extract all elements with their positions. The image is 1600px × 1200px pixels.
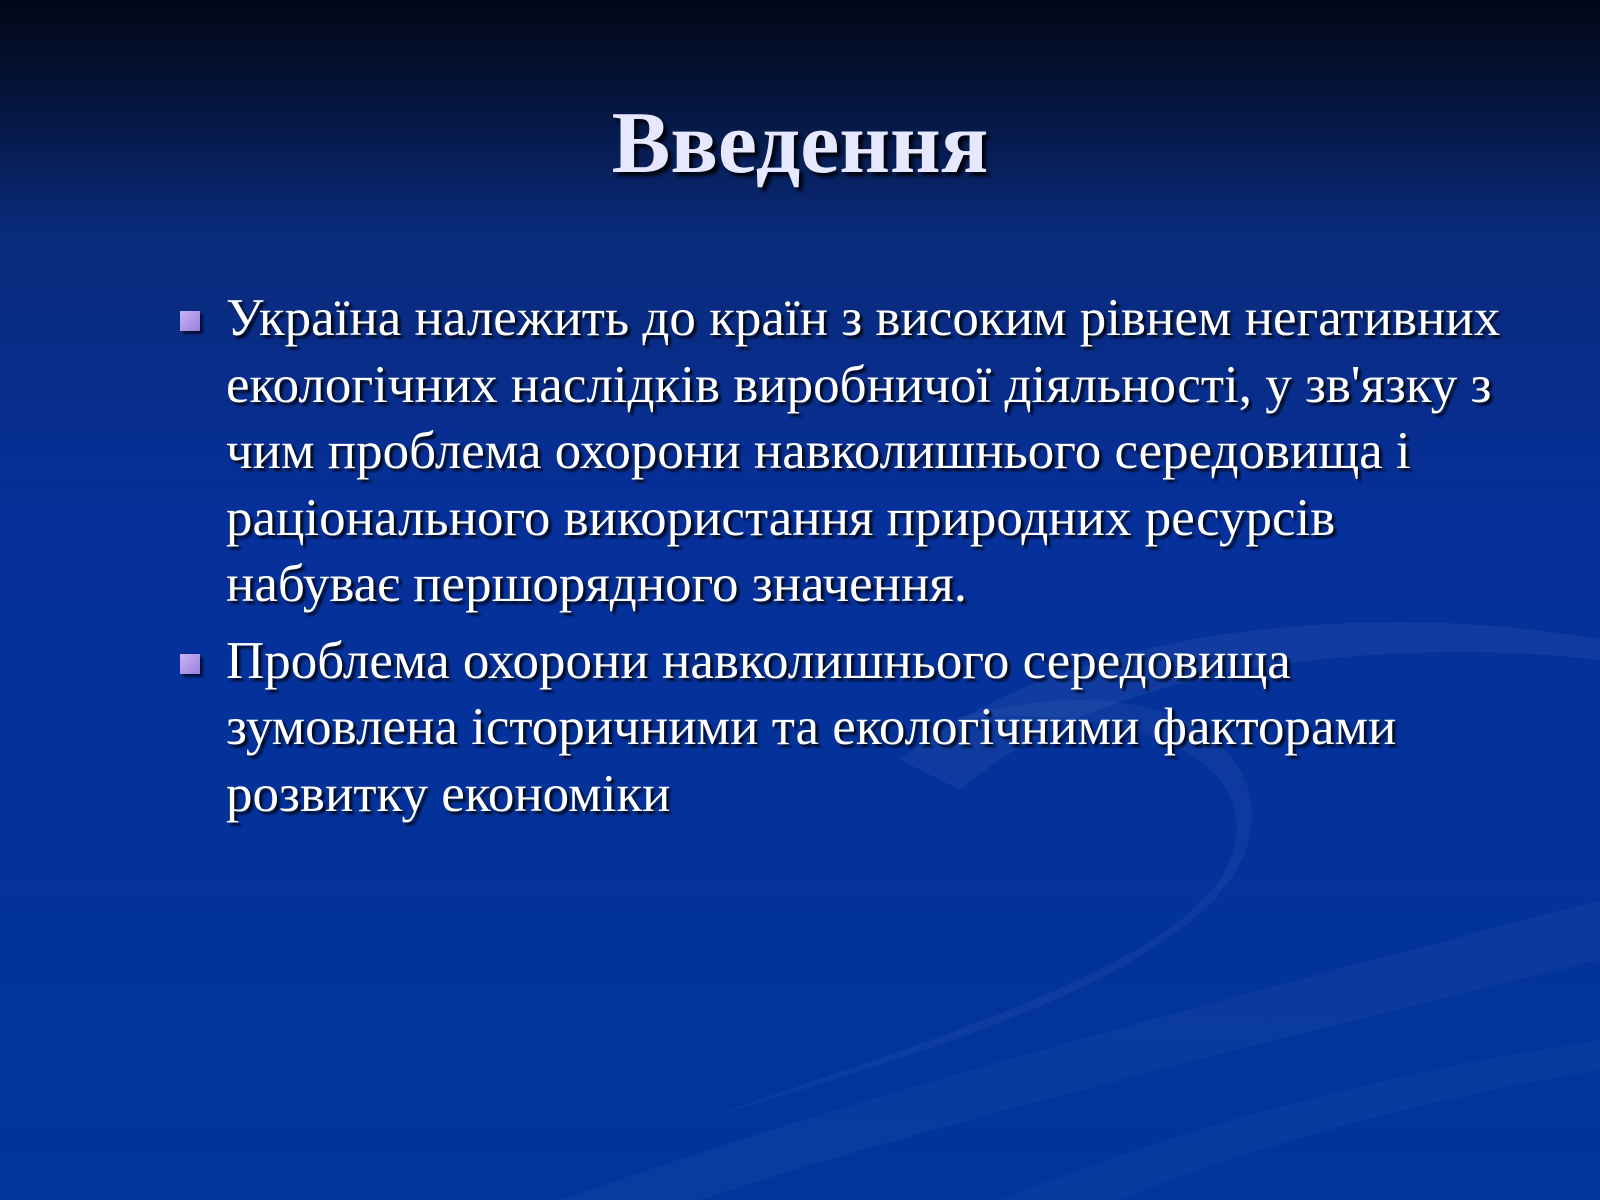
bullet-item xyxy=(178,628,1508,828)
square-bullet-icon xyxy=(180,311,200,331)
bullet-list xyxy=(178,285,1508,837)
slide-title: Введення xyxy=(611,95,989,192)
square-bullet-icon xyxy=(180,654,200,674)
bullet-text: Проблема охорони навколишнього середовища зумовлена історичними та екологічними факторами розвитку економіки xyxy=(226,631,1397,823)
bullet-text: Україна належить до країн з високим рівнем негативних екологічних наслідків виробничої діяльності, у зв'язку з чим проблема охорони навколишнього середовища і раціонального використання природних ресурсів набуває першорядного значення. xyxy=(226,289,1501,613)
bullet-item xyxy=(178,285,1508,618)
